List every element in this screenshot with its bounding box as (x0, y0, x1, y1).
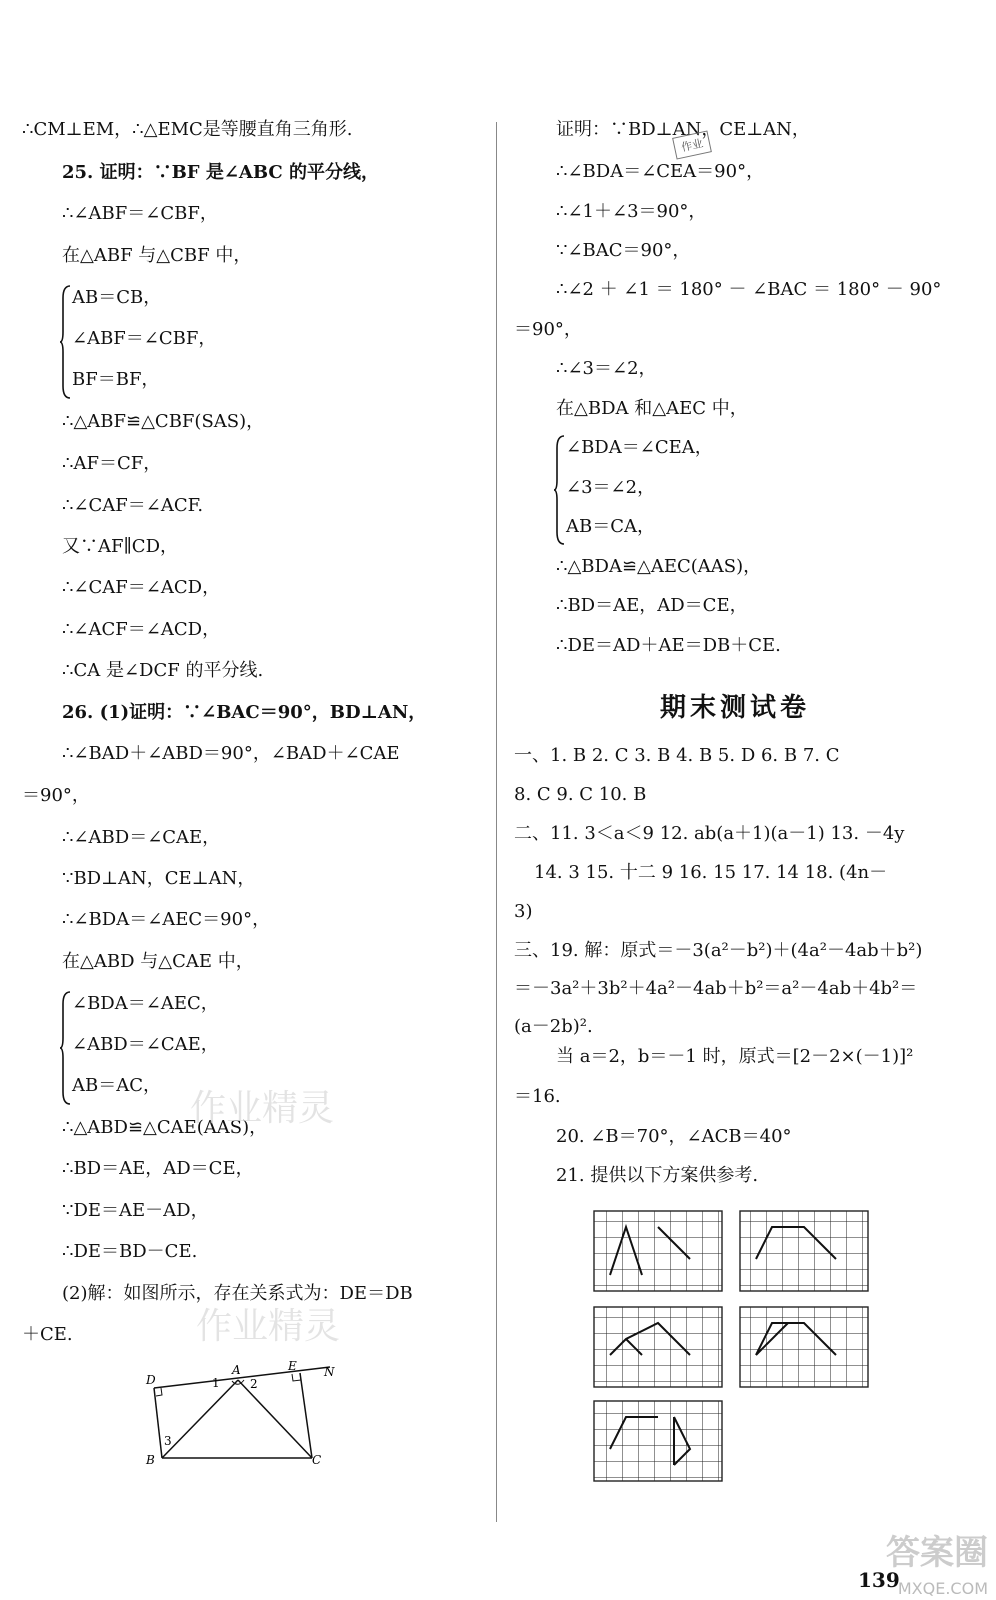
answers-line: 二、11. 3＜a＜9 12. ab(a＋1)(a－1) 13. －4y (514, 823, 905, 844)
grid-figures (590, 1205, 880, 1505)
watermark: 作业精灵 (196, 1306, 341, 1347)
text-line: ∴△ABF≌△CBF(SAS)， (62, 411, 265, 432)
text-line: ∠ABF＝∠CBF， (72, 328, 217, 349)
text-line: ∴∠BDA＝∠CEA＝90°， (556, 161, 765, 182)
text-line: ＋CE. (22, 1324, 73, 1345)
text-line: ∠BDA＝∠AEC， (72, 993, 219, 1014)
answers-line: ＝16. (514, 1086, 561, 1107)
problem-25: 25. 证明：∵BF 是∠ABC 的平分线， (62, 162, 380, 183)
page-number: 139 (858, 1568, 900, 1592)
geometry-figure (140, 1360, 350, 1475)
text-line: AB＝CA， (566, 516, 655, 537)
text-line: ∴DE＝AD＋AE＝DB＋CE. (556, 635, 781, 656)
text-line: BF＝BF， (72, 369, 160, 390)
label-e: E (288, 1360, 297, 1373)
watermark: 作业精灵 (190, 1088, 335, 1129)
answers-line: 一、1. B 2. C 3. B 4. B 5. D 6. B 7. C (514, 745, 840, 766)
text-line: ∴∠2 ＋ ∠1 ＝ 180° － ∠BAC ＝ 180° － 90° (556, 279, 942, 300)
label-b: B (146, 1453, 155, 1467)
text-line: ∵DE＝AE－AD， (62, 1200, 209, 1221)
corner-url: MXQE.COM (897, 1579, 988, 1598)
text-line: AB＝CB， (72, 287, 162, 308)
text-line: 在△ABF 与△CBF 中， (62, 245, 252, 266)
angle-3: 3 (164, 1434, 172, 1448)
text-line: 在△ABD 与△CAE 中， (62, 951, 254, 972)
label-a: A (232, 1363, 241, 1377)
answers-line: (a－2b)². (514, 1016, 593, 1037)
answers-line: 三、19. 解：原式＝－3(a²－b²)＋(4a²－4ab＋b²) (514, 940, 923, 961)
text-line: ∵∠BAC＝90°， (556, 240, 691, 261)
text-line: ∴△BDA≌△AEC(AAS)， (556, 556, 762, 577)
answers-line: 当 a＝2，b＝－1 时，原式＝[2－2×(－1)]² (556, 1046, 914, 1067)
answers-line: 21. 提供以下方案供参考. (556, 1165, 759, 1186)
text-line: ∴∠ABD＝∠CAE， (62, 827, 221, 848)
text-line: ∴CA 是∠DCF 的平分线. (62, 660, 264, 681)
system-brace (60, 990, 72, 1106)
text-line: ∴△ABD≌△CAE(AAS)， (62, 1117, 268, 1138)
text-line: 在△BDA 和△AEC 中， (556, 398, 748, 419)
text-line: ∴∠1＋∠3＝90°， (556, 201, 707, 222)
text-line: ∴∠3＝∠2， (556, 358, 657, 379)
text-line: (2)解：如图所示，存在关系式为：DE＝DB (62, 1283, 413, 1304)
answers-line: 20. ∠B＝70°，∠ACB＝40° (556, 1126, 792, 1147)
problem-26: 26. (1)证明：∵∠BAC＝90°，BD⊥AN， (62, 702, 427, 723)
text-line: ∠3＝∠2， (566, 477, 656, 498)
text-line: 证明：∵BD⊥AN，CE⊥AN， (556, 119, 810, 140)
text-line: ∴∠CAF＝∠ACD， (62, 577, 221, 598)
text-line: ∵BD⊥AN，CE⊥AN， (62, 868, 256, 889)
text-line: ∴BD＝AE，AD＝CE， (62, 1158, 254, 1179)
text-line: ∴∠ABF＝∠CBF， (62, 203, 218, 224)
text-line: ∴∠BDA＝∠AEC＝90°， (62, 909, 271, 930)
answers-line: 14. 3 15. 十二 9 16. 15 17. 14 18. (4n－ (534, 862, 888, 883)
text-line: ∠ABD＝∠CAE， (72, 1034, 219, 1055)
text-line: ∴CM⊥EM，∴△EMC是等腰直角三角形. (22, 119, 353, 140)
column-divider (496, 122, 497, 1522)
answers-line: 8. C 9. C 10. B (514, 784, 647, 805)
answers-line: 3) (514, 901, 533, 922)
text-line: ∴∠ACF＝∠ACD， (62, 619, 221, 640)
angle-2: 2 (250, 1377, 258, 1391)
text-line: ∴∠BAD＋∠ABD＝90°，∠BAD＋∠CAE (62, 743, 400, 764)
angle-1: 1 (212, 1376, 220, 1390)
text-line: AB＝AC， (72, 1075, 161, 1096)
text-line: ＝90°， (22, 785, 90, 806)
label-d: D (146, 1373, 156, 1387)
text-line: ∴∠CAF＝∠ACF. (62, 495, 204, 516)
stamp: 作业 (672, 130, 712, 159)
system-brace (554, 434, 566, 546)
answers-line: ＝－3a²＋3b²＋4a²－4ab＋b²＝a²－4ab＋4b²＝ (514, 978, 918, 999)
text-line: ∴AF＝CF， (62, 453, 162, 474)
label-n: N (324, 1365, 335, 1379)
text-line: ∠BDA＝∠CEA， (566, 437, 713, 458)
text-line: ＝90°， (514, 319, 582, 340)
text-line: ∴DE＝BD－CE. (62, 1241, 198, 1262)
text-line: 又∵AF∥CD， (62, 536, 179, 557)
text-line: ∴BD＝AE，AD＝CE， (556, 595, 748, 616)
corner-logo: 答案圈 (886, 1533, 988, 1573)
label-c: C (312, 1453, 322, 1467)
section-title: 期末测试卷 (660, 693, 811, 723)
system-brace (60, 284, 72, 400)
